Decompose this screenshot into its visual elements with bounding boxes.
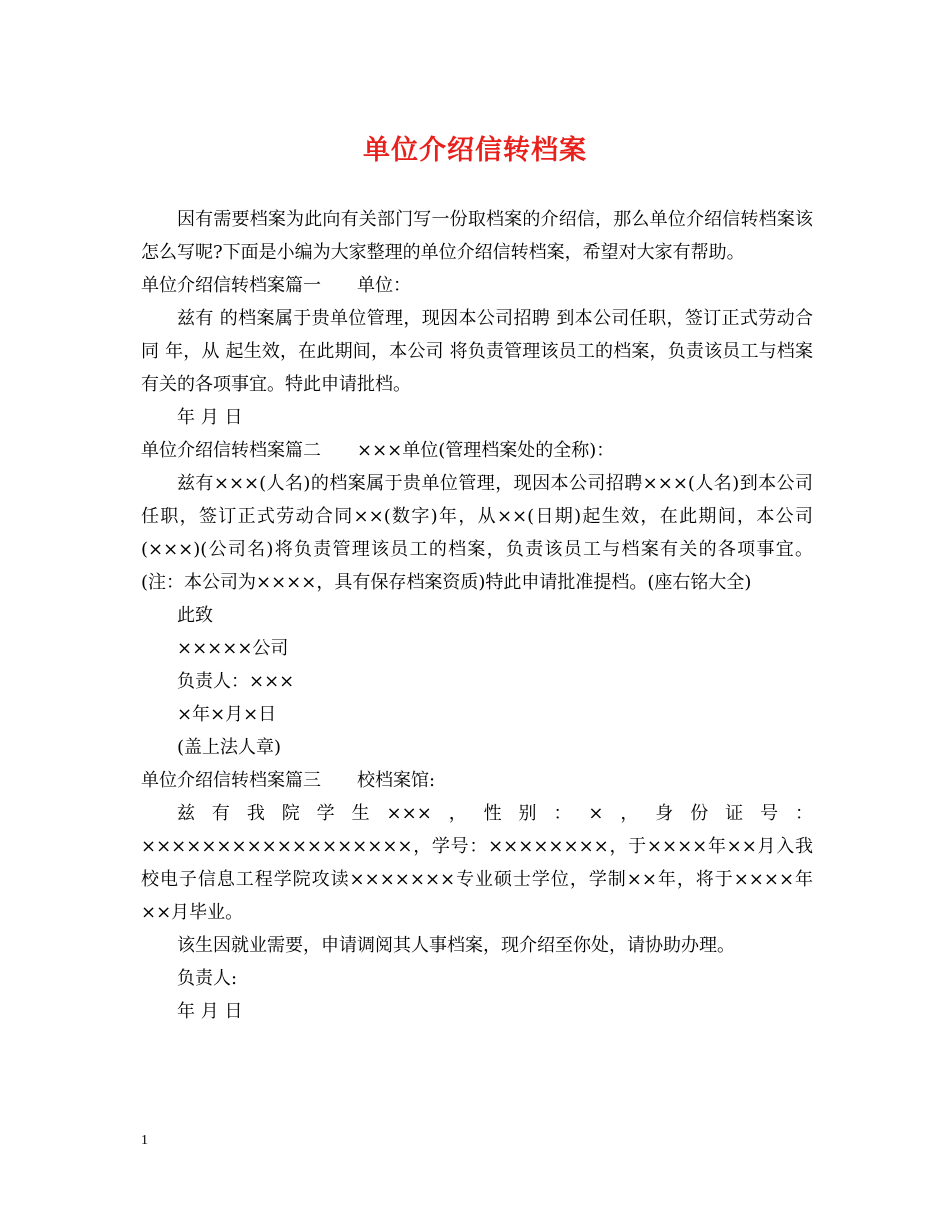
- page-number: 1: [141, 1133, 148, 1148]
- section3-heading: 单位介绍信转档案篇三: [141, 770, 321, 791]
- section3-heading-line: [141, 764, 813, 797]
- section2-body: 兹有×××(人名)的档案属于贵单位管理，现因本公司招聘×××(人名)到本公司任职，签订正式劳动合同××(数字)年，从××(日期)起生效，在此期间，本公司(×××)(公司名)将负责管理该员工的档案，负责该员工与档案有关的各项事宜。(注：本公司为××××，具有保存档案资质)特此申请批准提档。(座右铭大全): [141, 473, 813, 593]
- section3-addressee: 校档案馆:: [357, 770, 436, 791]
- section1-addressee: 单位：: [357, 275, 411, 296]
- section2-closing: 此致: [177, 605, 213, 626]
- intro-paragraph: 因有需要档案为此向有关部门写一份取档案的介绍信，那么单位介绍信转档案该怎么写呢?下面是小编为大家整理的单位介绍信转档案，希望对大家有帮助。: [141, 209, 813, 263]
- section2-seal: (盖上法人章): [177, 737, 282, 758]
- section2-responsible: 负责人：×××: [177, 671, 295, 692]
- section2-date: ×年×月×日: [177, 704, 277, 725]
- section1-heading: 单位介绍信转档案篇一: [141, 275, 321, 296]
- section1-date: 年 月 日: [177, 407, 243, 428]
- section2-heading-line: [141, 434, 813, 467]
- section1-body: 兹有 的档案属于贵单位管理，现因本公司招聘 到本公司任职，签订正式劳动合同 年，从 起生效，在此期间，本公司 将负责管理该员工的档案，负责该员工与档案有关的各项事宜。特此申请批档。: [141, 308, 813, 395]
- document-title: 单位介绍信转档案: [363, 135, 587, 166]
- section2-addressee: ×××单位(管理档案处的全称)：: [357, 440, 615, 461]
- section1-heading-line: [141, 269, 813, 302]
- section3-responsible: 负责人:: [177, 968, 238, 989]
- section2-company: ×××××公司: [177, 638, 289, 659]
- section2-heading: 单位介绍信转档案篇二: [141, 440, 321, 461]
- section3-date: 年 月 日: [177, 1001, 243, 1022]
- section3-body: 兹有我院学生×××，性别：×，身份证号：××××××××××××××××××，学号：××××××××，于××××年××月入我校电子信息工程学院攻读×××××××专业硕士学位，学制××年，将于××××年××月毕业。: [141, 803, 813, 923]
- document-body: [141, 203, 813, 1028]
- section3-request: 该生因就业需要，申请调阅其人事档案，现介绍至你处，请协助办理。: [177, 935, 735, 956]
